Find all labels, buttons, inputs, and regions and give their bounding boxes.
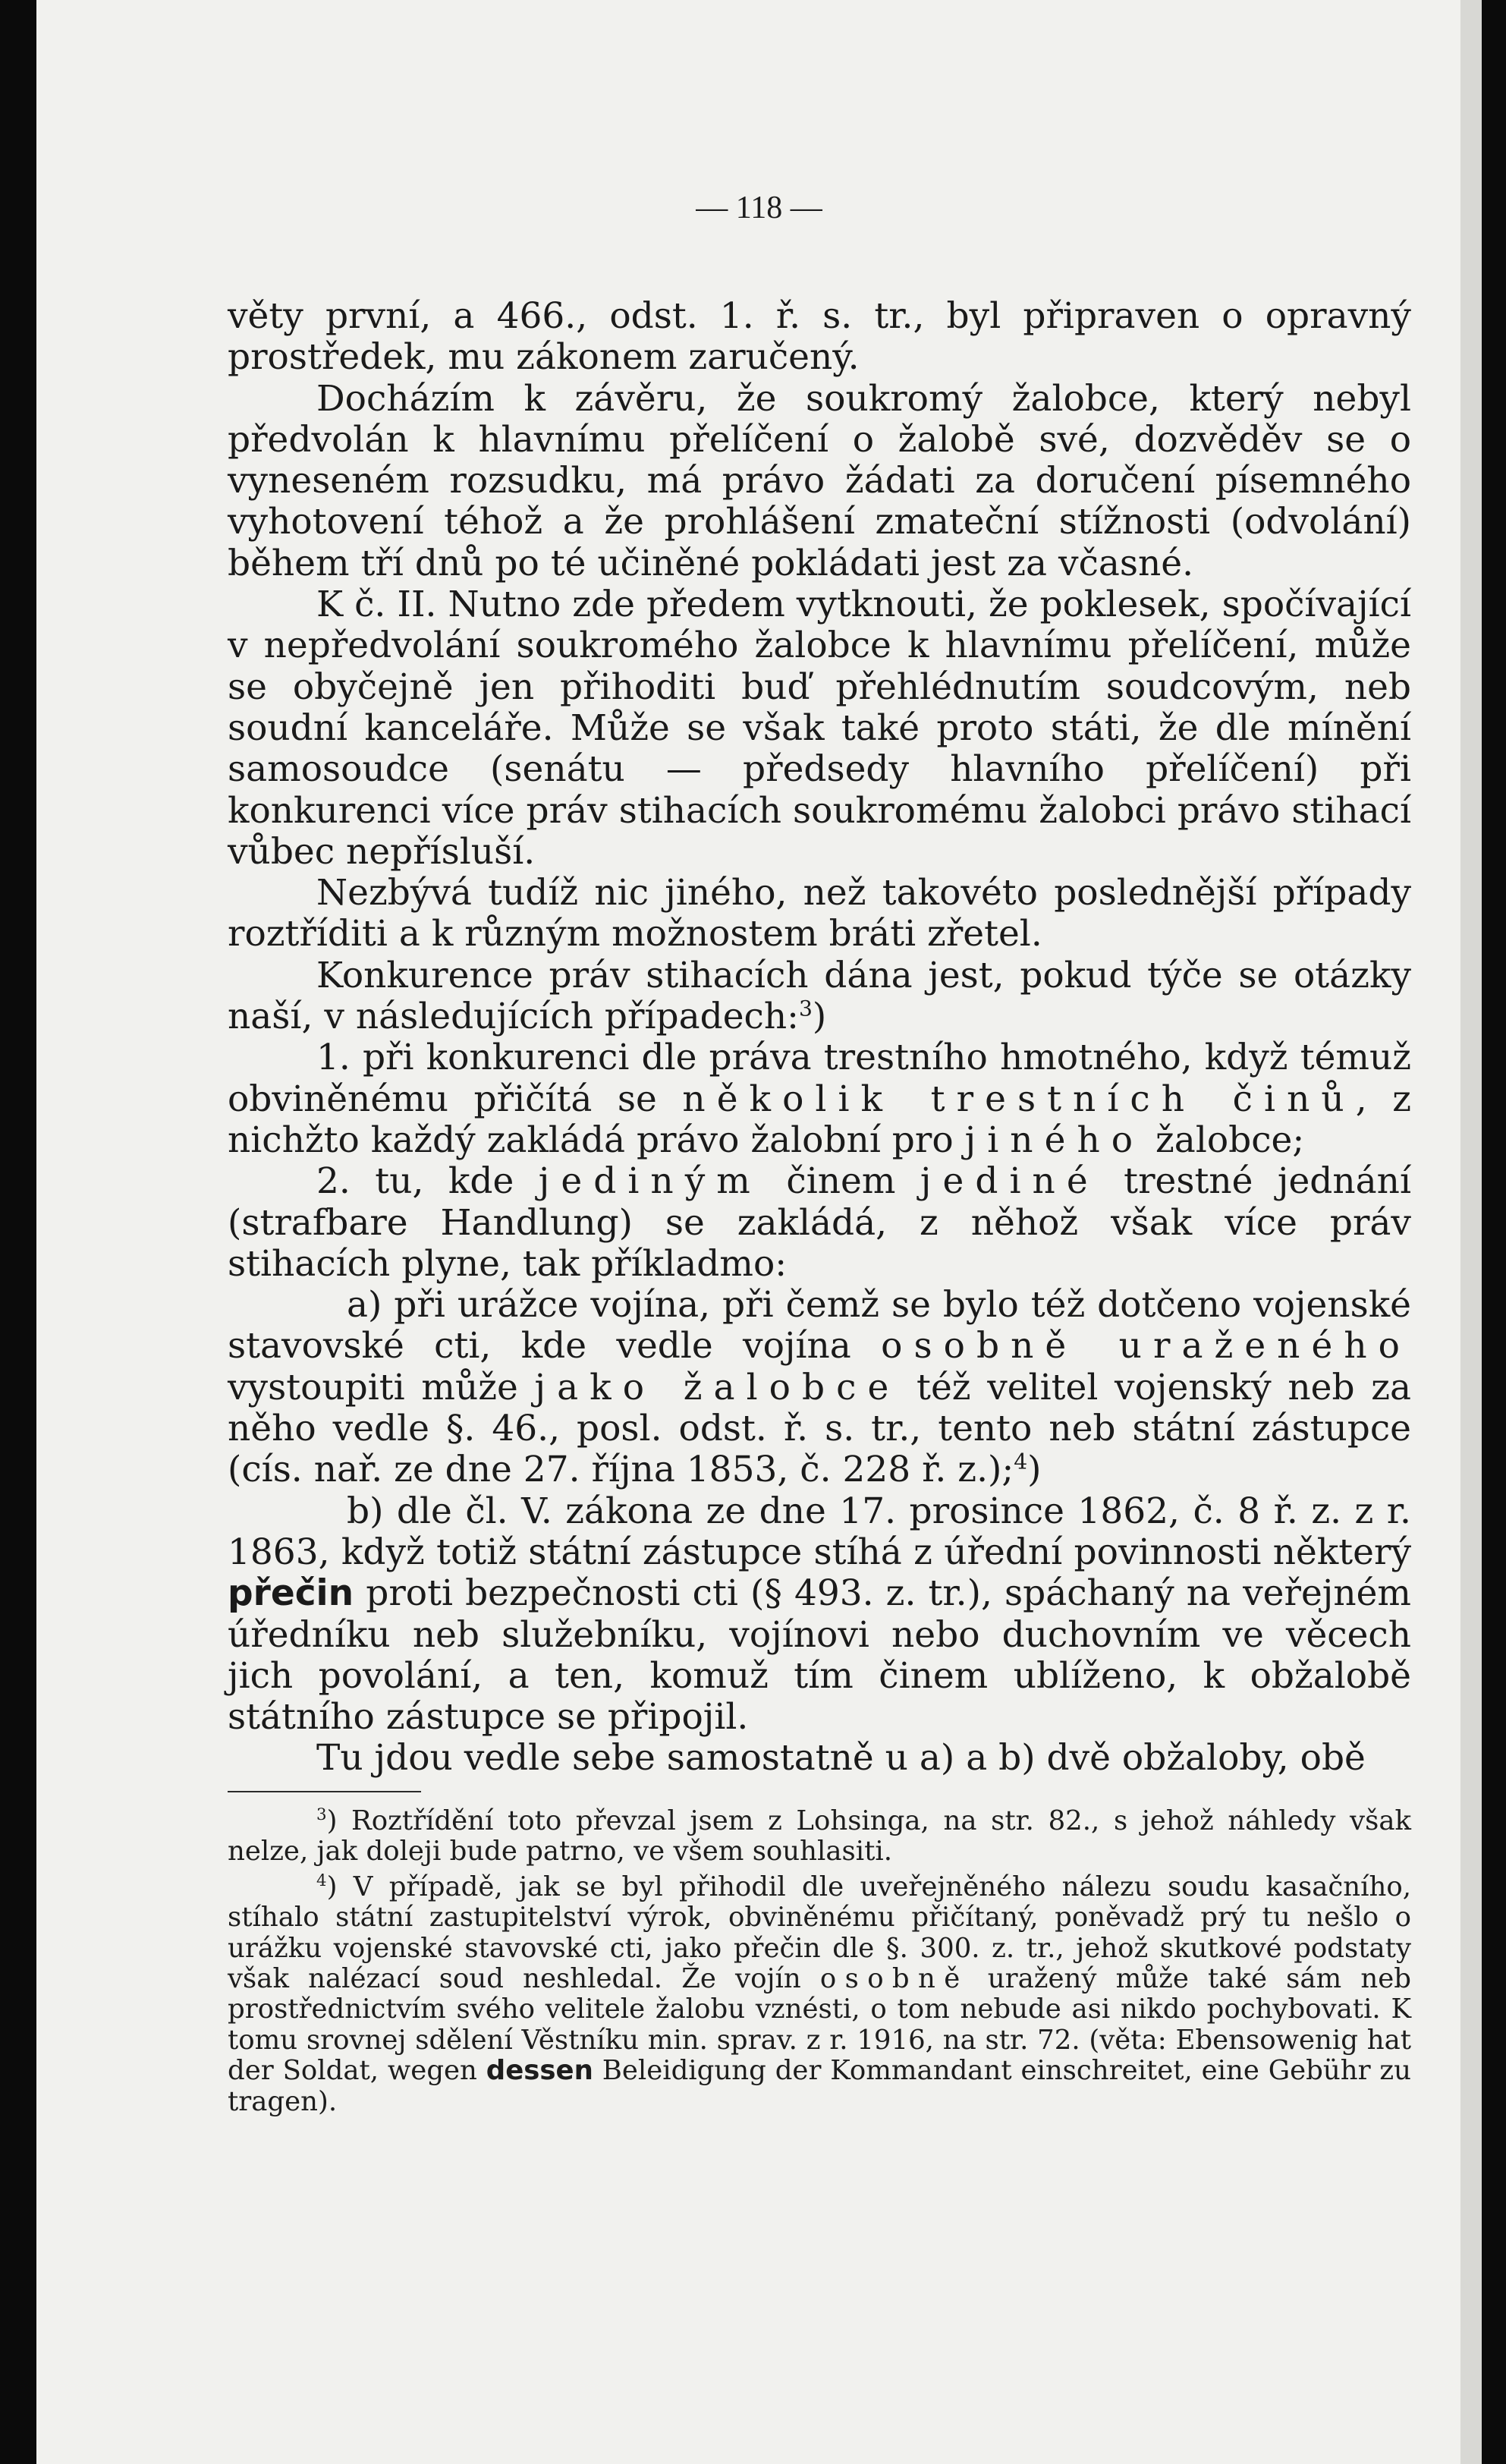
- spaced-emphasis: jako žalobce: [534, 1366, 901, 1408]
- paragraph: Tu jdou vedle sebe samostatně u a) a b) dvě obžaloby, obě: [316, 1737, 1366, 1780]
- footnote-divider: [228, 1791, 421, 1792]
- paragraph: Docházím k závěru, že soukromý žalobce, který nebyl předvolán k hlavnímu přelíčení o žalobě své, dozvěděv se o vyneseném rozsudku, má právo žádati za doručení písemného vyhotovení téhož a že prohlášení zmateční stížnosti (odvolání) během tří dnů po té učiněné pokládati jest za včasné.: [228, 377, 1411, 584]
- paragraph-text: Konkurence práv stihacích dána jest, pokud týče se otázky naší, v následujících případech:: [228, 954, 1411, 1038]
- paragraph-text: žalobce;: [1144, 1119, 1305, 1161]
- paragraph-text: ): [1027, 1449, 1042, 1491]
- paragraph-text: činem: [761, 1160, 896, 1203]
- footnote-text: Beleidigung der Kommandant einschreitet, eine Gebühr zu tragen).: [228, 2055, 1411, 2117]
- paragraph: věty první, a 466., odst. 1. ř. s. tr., byl připraven o opravný prostředek, mu zákonem zaručený.: [228, 295, 1411, 379]
- spaced-emphasis: osobně uraženého: [881, 1325, 1411, 1367]
- footnote-ref: 4: [1014, 1449, 1028, 1474]
- paragraph: K č. II. Nutno zde předem vytknouti, že poklesek, spočívající v nepředvolání soukromého žalobce k hlavnímu přelíčení, může se obyčejně jen přihoditi buď přehlédnutím soudcovým, neb soudní kanceláře. Může se však také proto státi, že dle mínění samosoudce (senátu — předsedy hlavního přelíčení) při konkurenci více práv stihacích soukromému žalobci právo stihací vůbec nepřísluší.: [228, 584, 1411, 873]
- paragraph: [228, 955, 1411, 1038]
- footnotes: [228, 1806, 1411, 2122]
- footnote-mark: 4: [316, 1871, 327, 1890]
- footnote-text: ) Roztřídění toto převzal jsem z Lohsinga, na str. 82., s jehož náhledy však nelze, jak doleji bude patrno, ve všem souhlasiti.: [228, 1805, 1411, 1868]
- page-edge: [1460, 0, 1482, 2464]
- page-number: — 118 —: [696, 190, 822, 225]
- body-text: [228, 296, 1411, 1780]
- book-page: [36, 0, 1482, 2464]
- footnote-text: uražený může také sám neb prostřednictvím svého velitele žalobu vznésti, o tom nebude asi nikdo pochybovati. K tomu srovnej sdělení Věstníku min. sprav. z r. 1916, na str. 72. (věta: Ebensowenig hat der Soldat, wegen: [228, 1963, 1411, 2087]
- footnote-ref: 3: [798, 996, 813, 1021]
- paragraph-text: , z nichžto každý zakládá právo žalobní pro: [228, 1078, 1411, 1161]
- spaced-emphasis: jediným: [538, 1160, 762, 1203]
- footnote: [228, 1872, 1411, 2117]
- paragraph-text: a) při urážce vojína, při čemž se bylo též dotčeno vojenské stavovské cti, kde vedle vojína: [228, 1284, 1411, 1367]
- spaced-emphasis: jediné: [920, 1160, 1099, 1203]
- paragraph-text: b) dle čl. V. zákona ze dne 17. prosince 1862, č. 8 ř. z. z r. 1863, když totiž státní zástupce stíhá z úřední povinnosti některý: [228, 1490, 1411, 1573]
- spaced-emphasis: jiného: [964, 1119, 1145, 1161]
- paragraph: [228, 1285, 1411, 1490]
- paragraph-text: ): [812, 996, 827, 1038]
- bold-term: dessen: [486, 2055, 593, 2087]
- paragraph-text: vystoupiti může: [228, 1366, 518, 1408]
- footnote: [228, 1806, 1411, 1868]
- paragraph: [228, 1161, 1411, 1285]
- spaced-emphasis: osobně: [819, 1963, 969, 1995]
- bold-term: přečin: [228, 1572, 354, 1615]
- paragraph-text: 1. při konkurenci dle práva trestního hmotného, když témuž obviněnému přičítá se: [228, 1037, 1411, 1120]
- paragraph: [228, 1491, 1411, 1739]
- paragraph: [228, 1037, 1411, 1161]
- paragraph-text: též velitel vojenský neb za něho vedle §. 46., posl. odst. ř. s. tr., tento neb státní zástupce (cís. nař. ze dne 27. října 1853, č. 228 ř. z.);: [228, 1366, 1411, 1491]
- paragraph-text: proti bezpečnosti cti (§ 493. z. tr.), spáchaný na veřejném úředníku neb služebníku, vojínovi nebo duchovním ve věcech jich povolání, a ten, komuž tím činem ublíženo, k obžalobě státního zástupce se připojil.: [228, 1572, 1411, 1739]
- paragraph-text: 2. tu, kde: [316, 1160, 514, 1203]
- spaced-emphasis: několik trestních činů: [682, 1078, 1356, 1120]
- footnote-mark: 3: [316, 1805, 327, 1825]
- footnote-text: ) V případě, jak se byl přihodil dle uveřejněného nálezu soudu kasačního, stíhalo státní zastupitelství výrok, obviněnému přičítaný, poněvadž prý tu nešlo o urážku vojenské stavovské cti, jako přečin dle §. 300. z. tr., jehož skutkové podstaty však nalézací soud neshledal. Že vojín: [228, 1871, 1411, 1995]
- paragraph-text: trestné jednání (strafbare Handlung) se zakládá, z něhož však více práv stihacích plyne, tak příkladmo:: [228, 1160, 1411, 1285]
- paragraph: Nezbývá tudíž nic jiného, než takovéto poslednější případy roztříditi a k různým možnostem bráti zřetel.: [228, 872, 1411, 955]
